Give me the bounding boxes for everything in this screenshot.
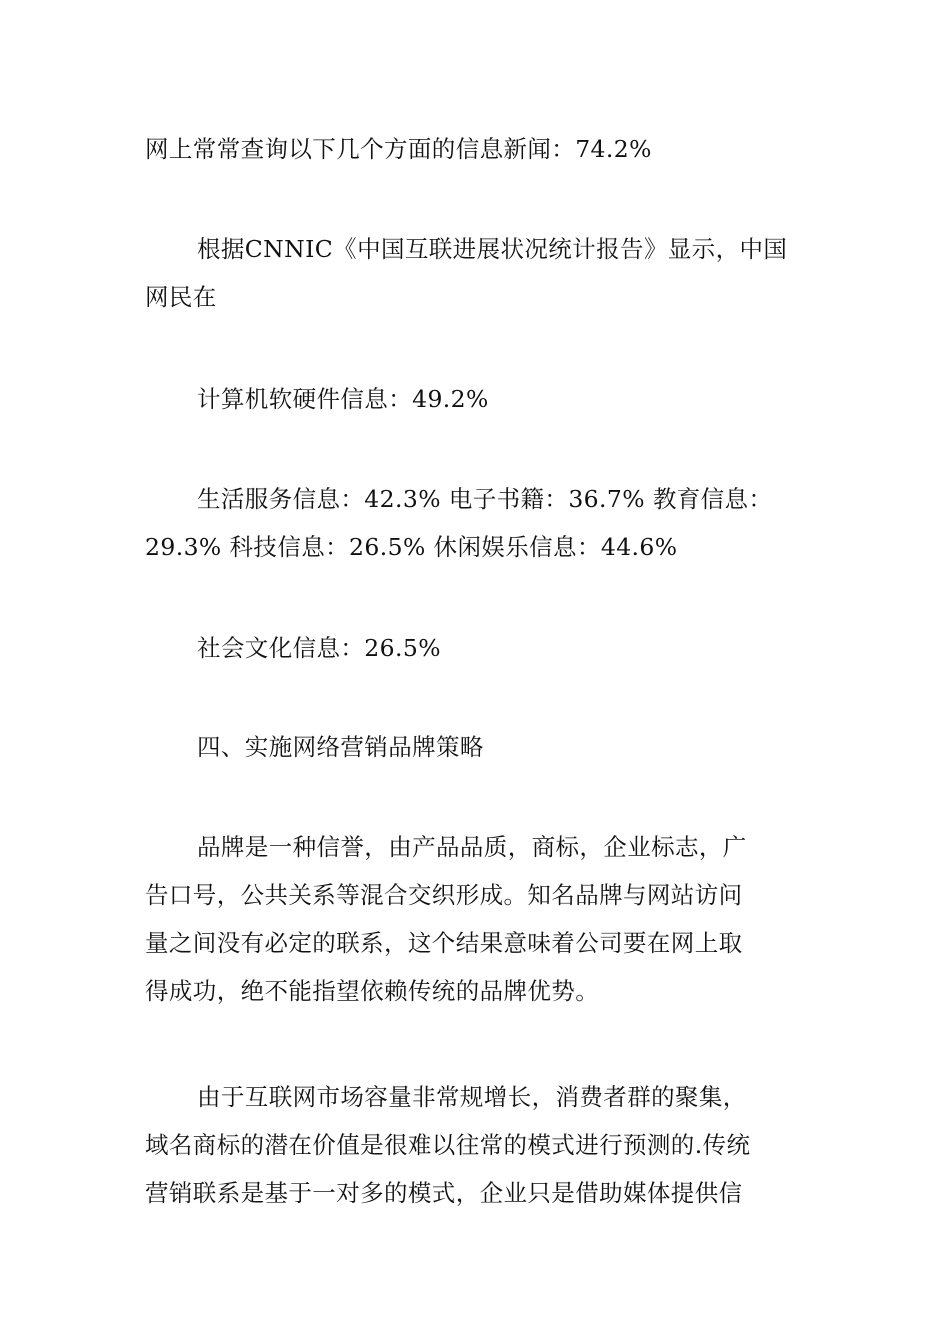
paragraph-cnnic-report <box>145 225 810 321</box>
text-line: 社会文化信息：26.5% <box>197 634 441 662</box>
paragraph-info-categories <box>145 475 810 571</box>
text-line: 品牌是一种信誉，由产品品质，商标，企业标志，广 <box>197 833 747 861</box>
text-line: 四、实施网络营销品牌策略 <box>197 733 484 761</box>
text-line: 网上常常查询以下几个方面的信息新闻：74.2% <box>145 135 652 163</box>
text-line: 生活服务信息：42.3% 电子书籍：36.7% 教育信息： <box>197 485 773 513</box>
text-line: 得成功，绝不能指望依赖传统的品牌优势。 <box>145 977 600 1005</box>
text-line: 计算机软硬件信息：49.2% <box>197 385 489 413</box>
text-line: 量之间没有必定的联系，这个结果意味着公司要在网上取 <box>145 929 743 957</box>
paragraph-market-growth <box>145 1073 810 1217</box>
section-heading <box>145 723 810 771</box>
text-line: 根据CNNIC《中国互联进展状况统计报告》显示，中国 <box>197 235 788 263</box>
text-line: 由于互联网市场容量非常规增长，消费者群的聚集， <box>197 1083 747 1111</box>
paragraph-culture-info <box>145 624 810 672</box>
text-line: 域名商标的潜在价值是很难以往常的模式进行预测的.传统 <box>145 1131 751 1159</box>
text-line: 29.3% 科技信息：26.5% 休闲娱乐信息：44.6% <box>145 533 678 561</box>
paragraph-brand <box>145 823 810 1015</box>
text-line: 网民在 <box>145 283 217 311</box>
text-line: 营销联系是基于一对多的模式，企业只是借助媒体提供信 <box>145 1179 743 1207</box>
paragraph-software-info <box>145 375 810 423</box>
paragraph-news-query <box>145 125 810 173</box>
text-line: 告口号，公共关系等混合交织形成。知名品牌与网站访问 <box>145 881 743 909</box>
